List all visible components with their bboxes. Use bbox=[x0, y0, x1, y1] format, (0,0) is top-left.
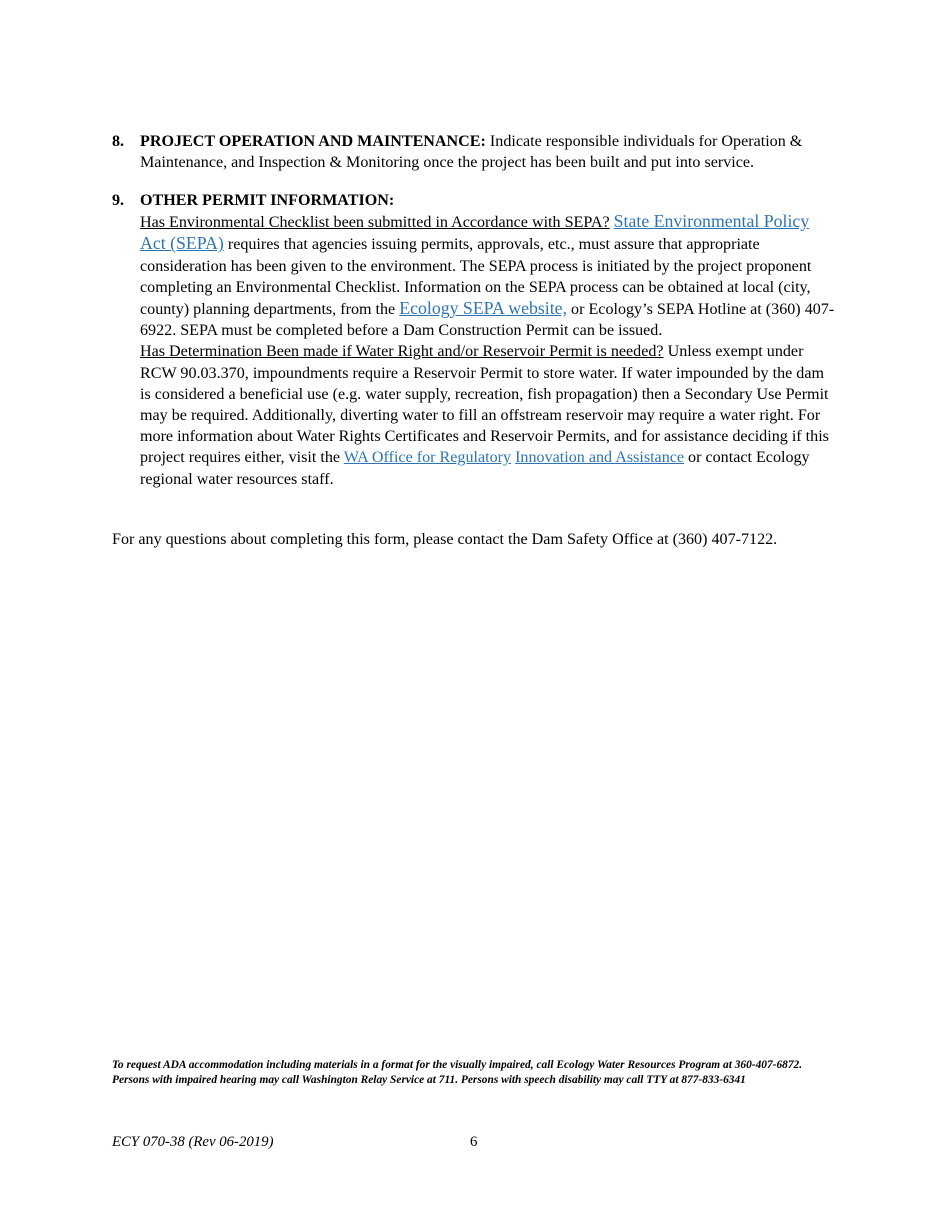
water-right-text-continued: or contact Ecology regional water resources staff. bbox=[140, 449, 810, 488]
sepa-text-continued: or Ecology’s SEPA Hotline at (360) 407-6922. SEPA must be completed before a Dam Construction Permit can be issued. bbox=[140, 301, 835, 340]
ecology-sepa-website-link[interactable]: Ecology SEPA website, bbox=[399, 298, 568, 319]
innovation-assistance-link[interactable]: Innovation and Assistance bbox=[515, 449, 685, 467]
contact-statement: For any questions about completing this form, please contact the Dam Safety Office at (360) 407-7122. bbox=[112, 531, 778, 548]
water-right-question: Has Determination Been made if Water Right and/or Reservoir Permit is needed? bbox=[140, 343, 664, 361]
water-right-paragraph bbox=[140, 341, 837, 489]
section-text: Indicate responsible individuals for Operation & Maintenance, and Inspection & Monitoring once the project has been built and put into service. bbox=[140, 133, 803, 172]
section-9-other-permit-information bbox=[112, 190, 837, 490]
sepa-link[interactable]: State Environmental Policy Act (SEPA) bbox=[140, 211, 810, 254]
section-8-operation-maintenance bbox=[112, 131, 837, 173]
water-right-text: Unless exempt under RCW 90.03.370, impoundments require a Reservoir Permit to store water. If water impounded by the dam is considered a beneficial use (e.g. water supply, recreation, fish propagation) then a Secondary Use Permit may be required. Additionally, diverting water to fill an offstream reservoir may require a water right. For more information about Water Rights Certificates and Reservoir Permits, and for assistance deciding if this project requires either, visit the bbox=[140, 343, 829, 467]
section-body bbox=[140, 131, 837, 173]
section-heading: OTHER PERMIT INFORMATION: bbox=[140, 192, 395, 209]
sepa-paragraph bbox=[140, 211, 837, 341]
sepa-question: Has Environmental Checklist been submitted in Accordance with SEPA? bbox=[140, 214, 610, 232]
section-number: 9. bbox=[112, 192, 125, 209]
footer-page-number: 6 bbox=[470, 1134, 478, 1150]
sepa-text: requires that agencies issuing permits, approvals, etc., must assure that appropriate consideration has been given to the environment. The SEPA process is initiated by the project proponent completing an Environmental Checklist. Information on the SEPA process can be obtained at local (city, county) planning departments, from the bbox=[140, 236, 812, 319]
section-heading: PROJECT OPERATION AND MAINTENANCE: bbox=[140, 133, 486, 150]
section-number: 8. bbox=[112, 133, 125, 150]
wa-office-regulatory-link[interactable]: WA Office for Regulatory bbox=[343, 449, 512, 467]
section-body bbox=[140, 190, 837, 490]
footer-form-number: ECY 070-38 (Rev 06-2019) bbox=[112, 1134, 274, 1150]
ada-accommodation-notice: To request ADA accommodation including materials in a format for the visually impaired, call Ecology Water Resources Program at 360-407-6872. Persons with impaired hearing may call Washington Relay Service at 711. Persons with speech disability may call TTY at 877-833-6341 bbox=[112, 1059, 803, 1086]
